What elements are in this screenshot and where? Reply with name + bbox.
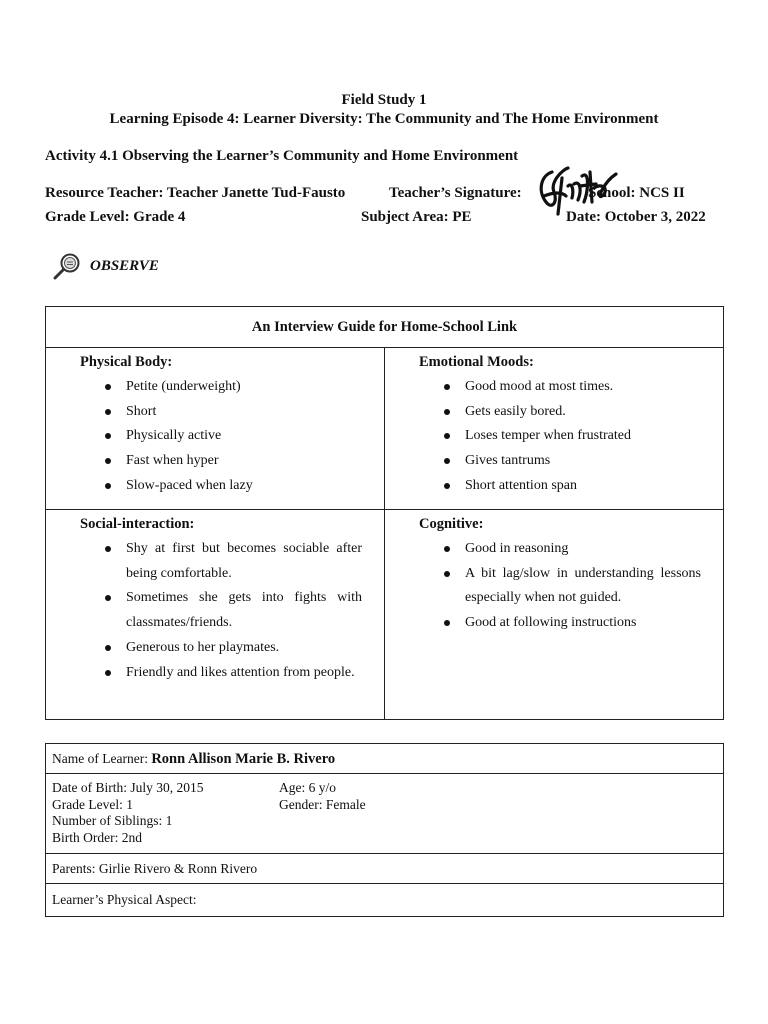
date: Date: October 3, 2022 [566, 209, 706, 225]
list-item: Loses temper when frustrated [465, 424, 701, 449]
list-item: Generous to her playmates. [126, 636, 362, 661]
learner-grade-level: Grade Level: 1 [52, 796, 133, 812]
activity-title: Activity 4.1 Observing the Learner’s Community and Home Environment [45, 148, 519, 164]
learner-info-box [45, 743, 724, 917]
episode-title: Learning Episode 4: Learner Diversity: The Community and The Home Environment [109, 111, 659, 127]
parents-row: Parents: Girlie Rivero & Ronn Rivero [46, 854, 723, 884]
list-item: Short [126, 400, 362, 425]
magnifier-icon [52, 252, 82, 280]
learner-name-label: Name of Learner: [52, 751, 152, 766]
social-interaction-list [80, 537, 362, 685]
list-item: Short attention span [465, 474, 701, 499]
school-name: School: NCS II [588, 185, 685, 201]
observe-label: OBSERVE [90, 257, 159, 274]
age: Age: 6 y/o [279, 780, 336, 795]
date-of-birth: Date of Birth: July 30, 2015 [52, 780, 204, 795]
signature-label: Teacher’s Signature: [389, 185, 522, 201]
grade-level: Grade Level: Grade 4 [45, 209, 186, 225]
emotional-moods-heading: Emotional Moods: [419, 354, 534, 370]
emotional-moods-list [419, 375, 701, 499]
interview-guide-table [45, 306, 724, 720]
list-item: Fast when hyper [126, 449, 362, 474]
social-interaction-heading: Social-interaction: [80, 516, 195, 532]
list-item: Physically active [126, 424, 362, 449]
learner-name-row [46, 744, 723, 774]
resource-teacher: Resource Teacher: Teacher Janette Tud-Fausto [45, 185, 346, 201]
physical-body-heading: Physical Body: [80, 354, 173, 370]
social-interaction-cell [46, 510, 385, 720]
gender: Gender: Female [279, 796, 366, 812]
list-item: Petite (underweight) [126, 375, 362, 400]
physical-body-list [80, 375, 362, 499]
list-item: Sometimes she gets into fights with classmates/friends. [126, 586, 362, 635]
list-item: Gets easily bored. [465, 400, 701, 425]
list-item: Good at following instructions [465, 611, 701, 636]
observe-section [52, 252, 159, 280]
guide-title: An Interview Guide for Home-School Link [46, 307, 724, 348]
physical-body-cell [46, 348, 385, 510]
list-item: Friendly and likes attention from people. [126, 661, 362, 686]
cognitive-cell [385, 510, 724, 720]
list-item: Slow-paced when lazy [126, 474, 362, 499]
number-of-siblings: Number of Siblings: 1 [52, 813, 173, 828]
emotional-moods-cell [385, 348, 724, 510]
list-item: Gives tantrums [465, 449, 701, 474]
physical-aspect-row: Learner’s Physical Aspect: [52, 892, 197, 907]
learner-name: Ronn Allison Marie B. Rivero [151, 751, 336, 767]
subject-area: Subject Area: PE [361, 209, 472, 225]
list-item: A bit lag/slow in understanding lessons especially when not guided. [465, 562, 701, 611]
cognitive-heading: Cognitive: [419, 516, 484, 532]
learner-details-row [46, 774, 723, 854]
document-title: Field Study 1 [341, 92, 427, 108]
list-item: Good in reasoning [465, 537, 701, 562]
list-item: Good mood at most times. [465, 375, 701, 400]
list-item: Shy at first but becomes sociable after being comfortable. [126, 537, 362, 586]
cognitive-list [419, 537, 701, 636]
birth-order: Birth Order: 2nd [52, 829, 142, 845]
